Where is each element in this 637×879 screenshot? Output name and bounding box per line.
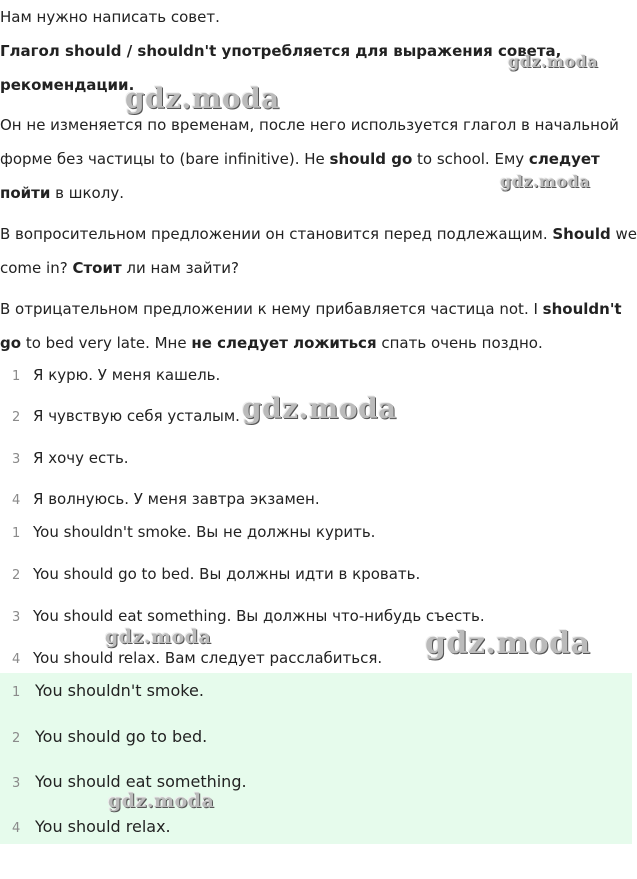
answer-item: 1 You shouldn't smoke. bbox=[12, 681, 204, 700]
watermark-logo: gdz.moda bbox=[105, 626, 212, 648]
answer-box bbox=[0, 673, 632, 844]
para-5-line-1: В отрицательном предложении к нему прибавляется частица not. I shouldn't bbox=[0, 300, 622, 318]
intro-line-2: Глагол should / shouldn't употребляется для выражения совета, bbox=[0, 42, 562, 60]
watermark-logo: gdz.moda bbox=[108, 790, 215, 812]
watermark-logo: gdz.moda bbox=[242, 392, 397, 425]
watermark-logo: gdz.moda bbox=[125, 82, 280, 115]
para-4-line-2: come in? Стоит ли нам зайти? bbox=[0, 259, 239, 277]
para-5-line-2: go to bed very late. Мне не следует ложиться спать очень поздно. bbox=[0, 334, 543, 352]
watermark-logo: gdz.moda bbox=[508, 52, 599, 71]
para-4-line-1: В вопросительном предложении он становится перед подлежащим. Should we bbox=[0, 225, 637, 243]
intro-line-1: Нам нужно написать совет. bbox=[0, 8, 220, 26]
list-item: 3 Я хочу есть. bbox=[12, 449, 129, 467]
list-item: 4 Я волнуюсь. У меня завтра экзамен. bbox=[12, 490, 320, 508]
answer-item: 4 You should relax. bbox=[12, 817, 171, 836]
para-3-line-2: форме без частицы to (bare infinitive). Не should go to school. Ему следует bbox=[0, 150, 600, 168]
list-item: 2 You should go to bed. Вы должны идти в кровать. bbox=[12, 565, 421, 583]
intro-line-2b: рекомендации. bbox=[0, 76, 135, 94]
list-item: 2 Я чувствую себя усталым. bbox=[12, 407, 240, 425]
para-3-line-3: пойти в школу. bbox=[0, 184, 124, 202]
watermark-logo: gdz.moda bbox=[425, 626, 591, 661]
list-item: 4 You should relax. Вам следует расслабиться. bbox=[12, 649, 383, 667]
watermark-logo: gdz.moda bbox=[500, 172, 591, 191]
list-item: 3 You should eat something. Вы должны что-нибудь съесть. bbox=[12, 607, 485, 625]
list-item: 1 You shouldn't smoke. Вы не должны курить. bbox=[12, 523, 376, 541]
list-item: 1 Я курю. У меня кашель. bbox=[12, 366, 221, 384]
para-3-line-1: Он не изменяется по временам, после него используется глагол в начальной bbox=[0, 116, 619, 134]
answer-item: 2 You should go to bed. bbox=[12, 727, 208, 746]
answer-item: 3 You should eat something. bbox=[12, 772, 247, 791]
